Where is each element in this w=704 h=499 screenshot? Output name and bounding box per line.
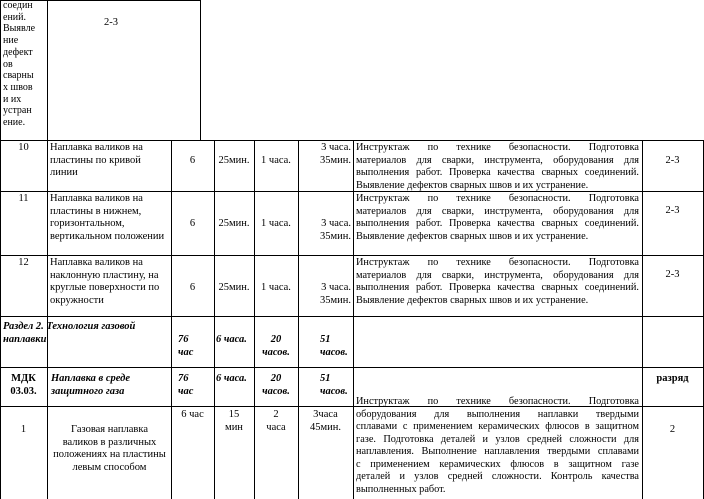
- module-grade: разряд: [656, 373, 689, 384]
- module-51-line: часов.: [320, 385, 348, 397]
- module-count: [178, 373, 193, 398]
- total-line: 35мин.: [319, 294, 351, 306]
- description-line: Выявление дефектов сварных швов и их устранение.: [356, 294, 589, 306]
- fragment-line: Выявле: [3, 23, 36, 35]
- description-line: газе. Подготовка деталей и узлов средней сложности для: [356, 433, 639, 445]
- fragment-line: дефект: [3, 46, 33, 58]
- table-border: [254, 140, 255, 499]
- title-line: вертикальном положении: [50, 230, 165, 242]
- module-count-line: час: [178, 385, 194, 397]
- title-line: Наплавка валиков на: [50, 257, 143, 268]
- fragment-line: сварны: [3, 70, 34, 82]
- row-number: 10: [18, 142, 29, 153]
- grade-cell: 2-3: [665, 155, 680, 166]
- fragment-line: и их: [3, 93, 22, 105]
- fragment-text: [3, 0, 35, 129]
- module-20-line: часов.: [262, 385, 290, 397]
- module-code: [0, 373, 47, 398]
- section-20-line: 20: [270, 334, 282, 345]
- section-title: [3, 321, 135, 346]
- description-line: выполнения работ. Проверка качества сварных соединений.: [356, 167, 639, 178]
- table-border: [214, 140, 215, 499]
- module-title-line: защитного газа: [51, 385, 125, 397]
- module-title-line: Наплавка в среде: [51, 373, 131, 384]
- total-line: 45мин.: [309, 421, 341, 433]
- hours-cell: 1 часа.: [261, 218, 291, 229]
- hours-line: 2: [273, 409, 279, 420]
- fragment-grade: 2-3: [104, 17, 118, 28]
- module-51-line: 51: [320, 373, 331, 384]
- fragment-line: ение.: [3, 117, 26, 129]
- description-line: деталей и узлов средней сложности. Контроль качества: [356, 471, 639, 482]
- row-title: [50, 193, 164, 243]
- title-line: Наплавка валиков на: [50, 193, 143, 204]
- section-hours: [216, 334, 247, 347]
- title-line: круглые поверхности по: [50, 282, 160, 293]
- fragment-line: соедин: [3, 0, 33, 11]
- table-border: [171, 140, 172, 499]
- module-count-line: 76: [178, 373, 189, 384]
- title-line: пластины в нижнем,: [50, 205, 142, 217]
- description-line: Инструктаж по технике безопасности. Подготовка: [356, 142, 639, 153]
- title-line: окружности: [50, 294, 104, 306]
- count-cell: 6: [189, 218, 196, 229]
- table-border: [642, 140, 643, 499]
- description-line: выполненных работ.: [356, 483, 446, 495]
- module-51: [320, 373, 348, 398]
- title-line: валиков в различных: [62, 436, 157, 448]
- total-cell: [298, 282, 351, 307]
- grade-cell: 2-3: [665, 269, 680, 280]
- description-cell: [356, 257, 639, 307]
- description-line: Инструктаж по технике безопасности. Подготовка: [356, 396, 639, 407]
- title-line: горизонтальном,: [50, 218, 125, 229]
- row-border: [0, 140, 704, 141]
- section-51: [320, 334, 348, 359]
- description-line: наплавления. Выполнение наплавления твердыми сплавами: [356, 446, 639, 457]
- description-cell: [356, 396, 639, 496]
- description-line: материалов для сварки, инструмента, оборудования для: [356, 205, 639, 217]
- count-cell: 6: [189, 155, 196, 166]
- minutes-line: мин: [225, 421, 243, 433]
- module-20: [254, 373, 298, 398]
- description-line: Инструктаж по технике безопасности. Подготовка: [356, 257, 639, 268]
- row-border: [0, 367, 704, 368]
- title-line: Газовая наплавка: [71, 424, 148, 435]
- section-hours-line: 6 часа.: [216, 334, 247, 345]
- module-20-line: 20: [270, 373, 282, 384]
- module-code-line: 03.03.: [10, 385, 37, 397]
- section-51-line: 51: [320, 334, 331, 345]
- description-line: выполнения работ. Проверка качества сварных соединений.: [356, 218, 639, 229]
- description-line: с применением керамических флюсов в защитном газе: [356, 458, 639, 470]
- grade-cell: 2-3: [665, 205, 680, 216]
- row-title: [50, 257, 159, 307]
- total-line: 3 часа.: [321, 142, 351, 153]
- title-line: наклонную пластину, на: [50, 269, 159, 281]
- total-line: 3 часа.: [321, 218, 351, 229]
- fragment-line: ений.: [3, 11, 26, 23]
- fragment-line: ние: [3, 35, 19, 47]
- description-line: сплавами с применением керамических флюсов в защитном: [356, 421, 639, 432]
- grade-cell: 2: [669, 424, 676, 435]
- module-hours: [216, 373, 247, 386]
- row-border: [0, 316, 704, 317]
- section-title-line: Раздел 2. Технология газовой: [3, 321, 136, 332]
- section-count-line: 76: [178, 334, 189, 345]
- fragment-line: устран: [3, 105, 32, 117]
- minutes-cell: 25мин.: [218, 218, 250, 229]
- total-cell: [298, 218, 351, 243]
- row-number: 1: [20, 424, 27, 435]
- module-code-line: МДК: [11, 373, 36, 384]
- section-count-line: час: [178, 346, 194, 358]
- description-line: оборудования для выполнения наплавки твердыми: [356, 408, 639, 420]
- section-20: [254, 334, 298, 359]
- description-cell: [356, 142, 639, 192]
- total-cell: [298, 409, 353, 434]
- total-line: 35мин.: [319, 154, 351, 166]
- module-title: [51, 373, 130, 398]
- section-count: [178, 334, 193, 359]
- description-line: Выявление дефектов сварных швов и их устранение.: [356, 179, 589, 191]
- table-border: [298, 140, 299, 499]
- fragment-line: ов: [3, 58, 13, 70]
- minutes-line: 15: [228, 409, 240, 420]
- row-title: [50, 142, 143, 180]
- row-title: [48, 424, 171, 474]
- title-line: линии: [50, 167, 78, 178]
- table-border: [353, 140, 354, 499]
- count-cell: 6 час: [181, 409, 204, 420]
- title-line: положениях на пластины: [53, 449, 166, 460]
- section-51-line: часов.: [320, 346, 348, 358]
- hours-cell: 1 часа.: [261, 282, 291, 293]
- fragment-line: х швов: [3, 81, 33, 93]
- title-line: Наплавка валиков на: [50, 142, 143, 153]
- description-line: материалов для сварки, инструмента, оборудования для: [356, 154, 639, 166]
- minutes-cell: 25мин.: [218, 155, 250, 166]
- module-hours-line: 6 часа.: [216, 373, 247, 384]
- row-border: [0, 255, 704, 256]
- total-cell: [298, 142, 351, 167]
- total-line: 3часа: [313, 409, 338, 420]
- total-line: 35мин.: [319, 230, 351, 242]
- row-number: 12: [18, 257, 29, 268]
- description-line: Инструктаж по технике безопасности. Подготовка: [356, 193, 639, 204]
- minutes-cell: [214, 409, 254, 434]
- hours-cell: [254, 409, 298, 434]
- row-number: 11: [18, 193, 29, 204]
- section-20-line: часов.: [262, 346, 290, 358]
- description-line: Выявление дефектов сварных швов и их устранение.: [356, 230, 589, 242]
- description-line: выполнения работ. Проверка качества сварных соединений.: [356, 282, 639, 293]
- description-line: материалов для сварки, инструмента, оборудования для: [356, 269, 639, 281]
- hours-cell: 1 часа.: [261, 155, 291, 166]
- total-line: 3 часа.: [321, 282, 351, 293]
- title-line: левым способом: [72, 461, 147, 473]
- minutes-cell: 25мин.: [218, 282, 250, 293]
- hours-line: часа: [266, 421, 286, 433]
- count-cell: 6: [189, 282, 196, 293]
- table-border: [200, 0, 201, 140]
- title-line: пластины по кривой: [50, 154, 141, 166]
- description-cell: [356, 193, 639, 243]
- section-title-line: наплавки: [3, 333, 47, 345]
